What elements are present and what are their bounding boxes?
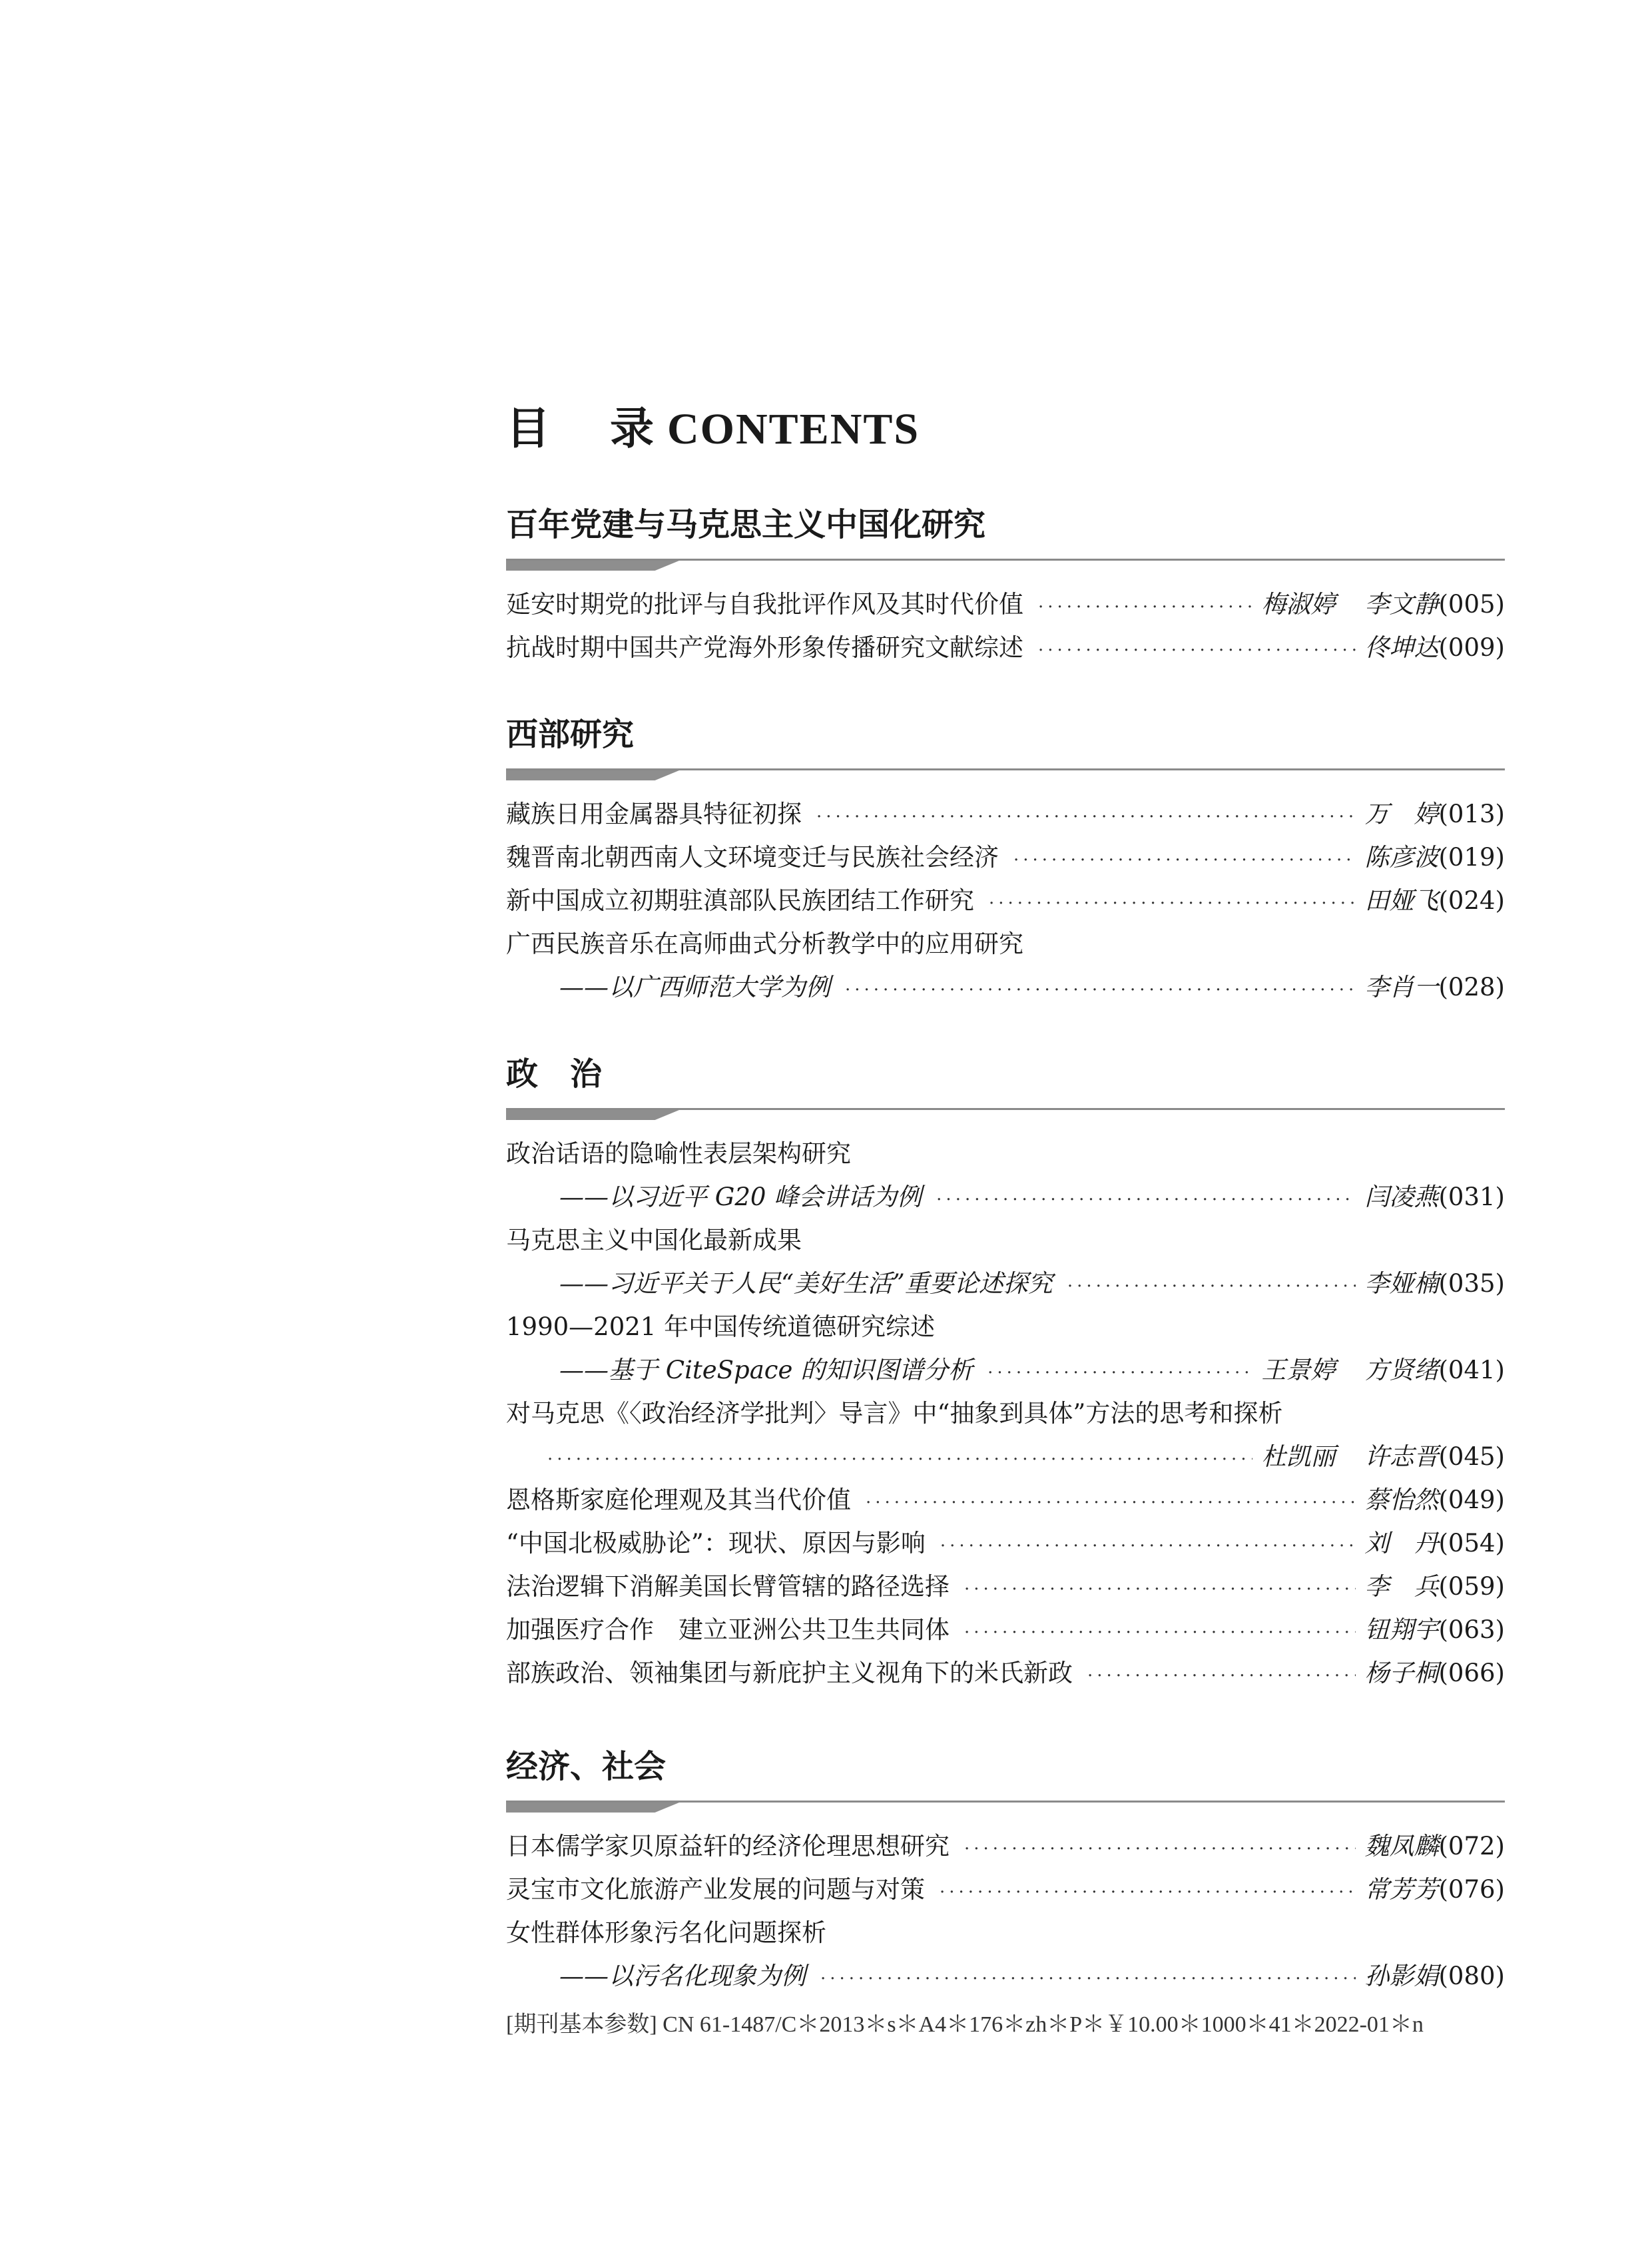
toc-section — [506, 712, 1505, 1009]
page-number: (063) — [1438, 1615, 1505, 1644]
toc-entry[interactable] — [506, 1911, 1505, 1954]
entry-authors — [1365, 626, 1439, 669]
author-name: 陈彦波 — [1364, 843, 1439, 872]
entry-authors — [1262, 1435, 1439, 1478]
entry-title: 加强医疗合作 建立亚洲公共卫生共同体 — [506, 1615, 950, 1644]
author-name: 李娅楠 — [1364, 1269, 1439, 1298]
author-name: 方贤绪 — [1364, 1356, 1439, 1384]
leader-dots — [1087, 1655, 1356, 1698]
author-name: 蔡怡然 — [1364, 1486, 1439, 1514]
journal-parameters: [期刊基本参数] CN 61-1487/C＊2013＊s＊A4＊176＊zh＊P＊￥10.00＊1000＊41＊2022-01＊n — [506, 2012, 1424, 2037]
entry-title: 部族政治、领袖集团与新庇护主义视角下的米氏新政 — [506, 1659, 1073, 1687]
entry-authors — [1365, 836, 1439, 879]
entry-title: 政治话语的隐喻性表层架构研究 — [506, 1139, 851, 1168]
page-number: (031) — [1438, 1183, 1505, 1211]
leader-dots — [964, 1828, 1356, 1871]
entry-title: 抗战时期中国共产党海外形象传播研究文献综述 — [506, 633, 1023, 662]
entry-title: “中国北极威胁论”：现状、原因与影响 — [506, 1529, 926, 1557]
author-name: 佟坤达 — [1364, 633, 1439, 662]
entry-authors — [1365, 1824, 1439, 1868]
title-cn-1: 目 — [506, 402, 550, 454]
entry-subtitle: ——以习近平 G20 峰会讲话为例 — [559, 1183, 922, 1211]
leader-dots — [816, 796, 1356, 839]
section-title: 经济、社会 — [506, 1748, 667, 1785]
author-name: 杨子桐 — [1364, 1659, 1439, 1687]
leader-dots — [820, 1958, 1356, 2001]
section-title: 政 治 — [506, 1055, 603, 1093]
toc-entry[interactable] — [506, 1824, 1505, 1868]
toc-entry[interactable] — [506, 792, 1505, 836]
page-title — [506, 393, 920, 456]
page-number: (066) — [1438, 1659, 1505, 1687]
author-name: 孙影娟 — [1364, 1962, 1439, 1990]
entry-authors — [1262, 1348, 1439, 1392]
toc-entry[interactable] — [506, 1565, 1505, 1608]
entry-title: 对马克思《〈政治经济学批判〉导言》中“抽象到具体”方法的思考和探析 — [506, 1399, 1283, 1428]
section-title: 百年党建与马克思主义中国化研究 — [506, 506, 986, 543]
author-name: 万 婷 — [1364, 800, 1439, 828]
entry-title: 日本儒学家贝原益轩的经济伦理思想研究 — [506, 1832, 950, 1860]
entry-title: 延安时期党的批评与自我批评作风及其时代价值 — [506, 590, 1023, 619]
toc-entry[interactable] — [506, 966, 1505, 1009]
page-number: (035) — [1438, 1269, 1505, 1298]
toc-entry[interactable] — [506, 626, 1505, 669]
entry-authors — [1365, 1478, 1439, 1522]
entry-title: 广西民族音乐在高师曲式分析教学中的应用研究 — [506, 930, 1023, 958]
toc-entry[interactable] — [506, 1868, 1505, 1911]
section-divider — [506, 1795, 1505, 1817]
page-number: (013) — [1438, 800, 1505, 828]
toc-entry[interactable] — [506, 1132, 1505, 1175]
toc-entry[interactable] — [506, 836, 1505, 879]
toc-section — [506, 1052, 1505, 1695]
section-title: 西部研究 — [506, 716, 635, 753]
author-name: 田娅飞 — [1364, 886, 1439, 915]
toc-entry[interactable] — [506, 1435, 1505, 1478]
entry-authors — [1365, 792, 1439, 836]
entry-title: 马克思主义中国化最新成果 — [506, 1226, 802, 1255]
toc-entry[interactable] — [506, 1651, 1505, 1695]
entry-authors — [1365, 966, 1439, 1009]
title-en: CONTENTS — [667, 405, 920, 453]
author-name: 李 兵 — [1364, 1572, 1439, 1601]
page-number: (028) — [1438, 973, 1505, 1001]
page-number: (041) — [1438, 1356, 1505, 1384]
author-name: 魏凤麟 — [1364, 1832, 1439, 1860]
toc-entry[interactable] — [506, 1305, 1505, 1348]
toc-entry[interactable] — [506, 1954, 1505, 1998]
page-number: (009) — [1438, 633, 1505, 662]
toc-section — [506, 1745, 1505, 1998]
entry-authors — [1365, 1565, 1439, 1608]
author-name: 常芳芳 — [1364, 1875, 1439, 1904]
author-name: 李肖一 — [1364, 973, 1439, 1001]
entry-title: 藏族日用金属器具特征初探 — [506, 800, 802, 828]
page-number: (049) — [1438, 1486, 1505, 1514]
author-name: 梅淑婷 — [1261, 590, 1336, 619]
entry-title: 魏晋南北朝西南人文环境变迁与民族社会经济 — [506, 843, 999, 872]
leader-dots — [964, 1568, 1356, 1611]
page-number: (045) — [1438, 1442, 1505, 1471]
leader-dots — [940, 1525, 1356, 1568]
page-number: (072) — [1438, 1832, 1505, 1860]
page-number: (080) — [1438, 1962, 1505, 1990]
entry-subtitle: ——习近平关于人民“美好生活”重要论述探究 — [559, 1269, 1053, 1298]
author-name: 王景婷 — [1261, 1356, 1336, 1384]
leader-dots — [1013, 839, 1356, 882]
entry-authors — [1365, 1522, 1439, 1565]
entry-authors — [1365, 1651, 1439, 1695]
toc-section — [506, 503, 1505, 669]
leader-dots — [1038, 629, 1356, 673]
entry-subtitle: ——以污名化现象为例 — [559, 1962, 806, 1990]
entry-authors — [1262, 583, 1439, 626]
page-number: (019) — [1438, 843, 1505, 872]
entry-title: 女性群体形象污名化问题探析 — [506, 1918, 826, 1947]
author-name: 杜凯丽 — [1261, 1442, 1336, 1471]
toc-entry[interactable] — [506, 1392, 1505, 1435]
page-number: (059) — [1438, 1572, 1505, 1601]
page-number: (076) — [1438, 1875, 1505, 1904]
toc-entry[interactable] — [506, 1478, 1505, 1522]
toc-entry[interactable] — [506, 879, 1505, 922]
leader-dots — [1067, 1265, 1356, 1308]
entry-authors — [1365, 1175, 1439, 1219]
entry-title: 法治逻辑下消解美国长臂管辖的路径选择 — [506, 1572, 950, 1601]
toc-entry[interactable] — [506, 583, 1505, 626]
entry-title: 灵宝市文化旅游产业发展的问题与对策 — [506, 1875, 925, 1904]
toc-entry[interactable] — [506, 1219, 1505, 1262]
leader-dots — [845, 969, 1356, 1012]
title-cn-2: 录 — [610, 402, 654, 454]
leader-dots — [936, 1179, 1355, 1222]
author-name: 李文静 — [1364, 590, 1439, 619]
leader-dots — [987, 1352, 1252, 1395]
entry-title: 1990—2021 年中国传统道德研究综述 — [506, 1312, 936, 1341]
toc-entry[interactable] — [506, 1522, 1505, 1565]
entry-authors — [1365, 1868, 1439, 1911]
leader-dots — [964, 1611, 1356, 1655]
entry-subtitle: ——基于 CiteSpace 的知识图谱分析 — [559, 1356, 973, 1384]
page-number: (054) — [1438, 1529, 1505, 1557]
toc-entry[interactable] — [506, 1262, 1505, 1305]
entry-authors — [1365, 1262, 1439, 1305]
leader-dots — [989, 882, 1356, 926]
entry-title: 新中国成立初期驻滇部队民族团结工作研究 — [506, 886, 974, 915]
leader-dots — [866, 1482, 1356, 1525]
section-divider — [506, 1103, 1505, 1124]
section-divider — [506, 553, 1505, 575]
entry-title: 恩格斯家庭伦理观及其当代价值 — [506, 1486, 851, 1514]
toc-entry[interactable] — [506, 1348, 1505, 1392]
entry-authors — [1365, 1608, 1439, 1651]
leader-dots — [1038, 586, 1252, 629]
entry-authors — [1365, 1954, 1439, 1998]
toc-entry[interactable] — [506, 922, 1505, 966]
page-number: (024) — [1438, 886, 1505, 915]
entry-subtitle: ——以广西师范大学为例 — [559, 973, 830, 1001]
author-name: 刘 丹 — [1364, 1529, 1439, 1557]
author-name: 钮翔宇 — [1364, 1615, 1439, 1644]
toc-entry[interactable] — [506, 1175, 1505, 1219]
page-number: (005) — [1438, 590, 1505, 619]
author-name: 许志晋 — [1364, 1442, 1439, 1471]
leader-dots — [547, 1438, 1252, 1482]
author-name: 闫凌燕 — [1364, 1183, 1439, 1211]
section-divider — [506, 763, 1505, 784]
entry-authors — [1365, 879, 1439, 922]
leader-dots — [940, 1871, 1356, 1914]
toc-entry[interactable] — [506, 1608, 1505, 1651]
